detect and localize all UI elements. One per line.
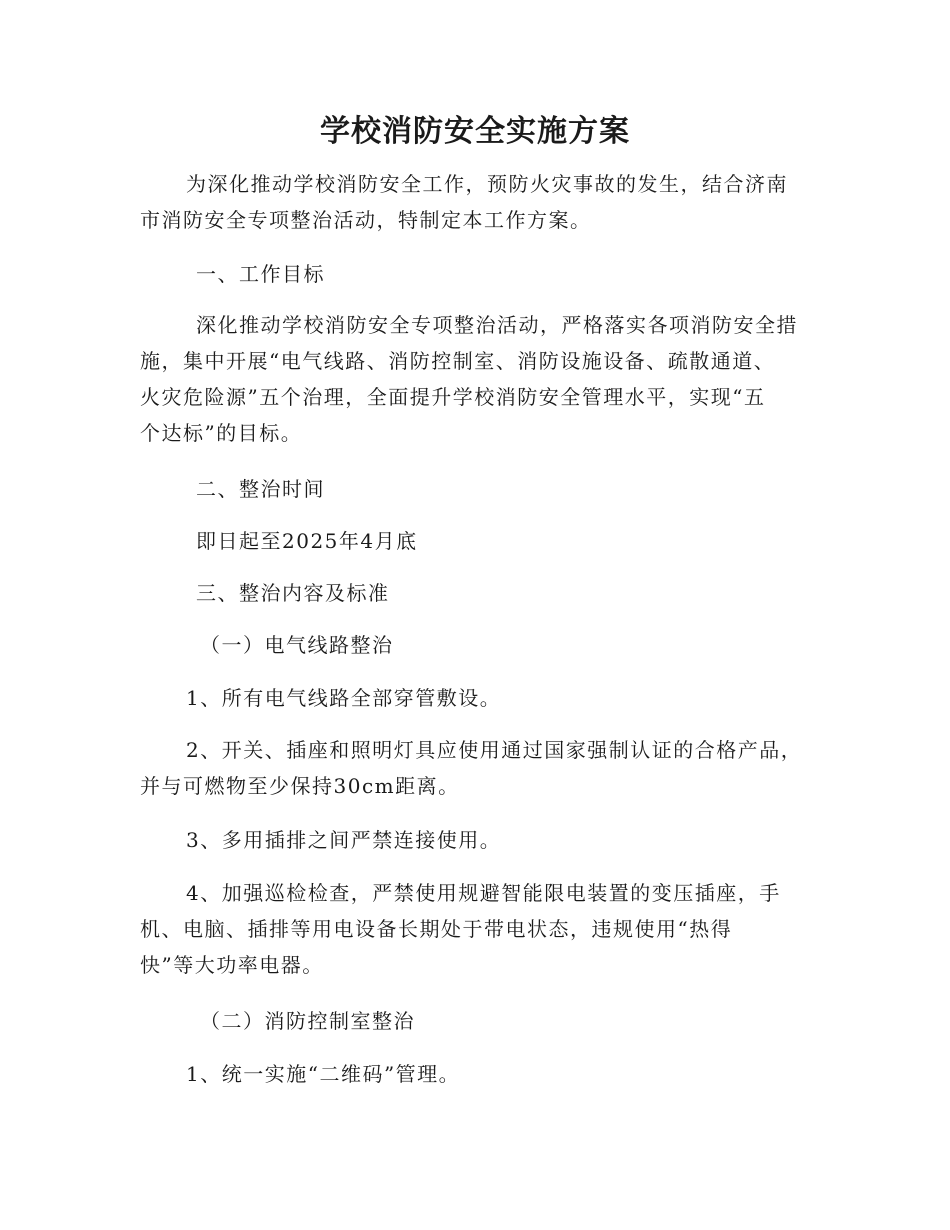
intro-paragraph bbox=[140, 166, 805, 238]
subsection-1-heading: （一）电气线路整治 bbox=[200, 633, 394, 657]
subsection-2-heading: （二）消防控制室整治 bbox=[200, 1009, 415, 1033]
item-4-line-2: 机、电脑、插排等用电设备长期处于带电状态，违规使用“热得 bbox=[140, 917, 733, 941]
item-5: 1、统一实施“二维码”管理。 bbox=[186, 1062, 461, 1086]
item-4 bbox=[140, 875, 805, 983]
section-3-heading: 三、整治内容及标准 bbox=[196, 581, 390, 605]
document-title: 学校消防安全实施方案 bbox=[320, 114, 630, 149]
intro-line-1: 为深化推动学校消防安全工作，预防火灾事故的发生，结合济南 bbox=[186, 172, 788, 196]
item-2 bbox=[140, 732, 805, 804]
section-2-body: 即日起至2025年4月底 bbox=[196, 529, 418, 553]
item-2-line-1: 2、开关、插座和照明灯具应使用通过国家强制认证的合格产品， bbox=[186, 738, 803, 762]
item-2-line-2: 并与可燃物至少保持30cm距离。 bbox=[140, 774, 460, 798]
section-1-line-4: 个达标”的目标。 bbox=[140, 421, 303, 445]
item-3: 3、多用插排之间严禁连接使用。 bbox=[186, 828, 502, 852]
intro-line-2: 市消防安全专项整治活动，特制定本工作方案。 bbox=[140, 208, 592, 232]
section-1-line-3: 火灾危险源”五个治理，全面提升学校消防安全管理水平，实现“五 bbox=[140, 385, 766, 409]
item-1: 1、所有电气线路全部穿管敷设。 bbox=[186, 686, 502, 710]
item-4-line-1: 4、加强巡检检查，严禁使用规避智能限电装置的变压插座，手 bbox=[186, 881, 781, 905]
section-1-line-2: 施，集中开展“电气线路、消防控制室、消防设施设备、疏散通道、 bbox=[140, 349, 776, 373]
section-2-heading: 二、整治时间 bbox=[196, 477, 325, 501]
item-4-line-3: 快”等大功率电器。 bbox=[140, 953, 324, 977]
section-1-body bbox=[140, 307, 805, 451]
section-1-line-1: 深化推动学校消防安全专项整治活动，严格落实各项消防安全措 bbox=[196, 313, 798, 337]
section-1-heading: 一、工作目标 bbox=[196, 262, 325, 286]
